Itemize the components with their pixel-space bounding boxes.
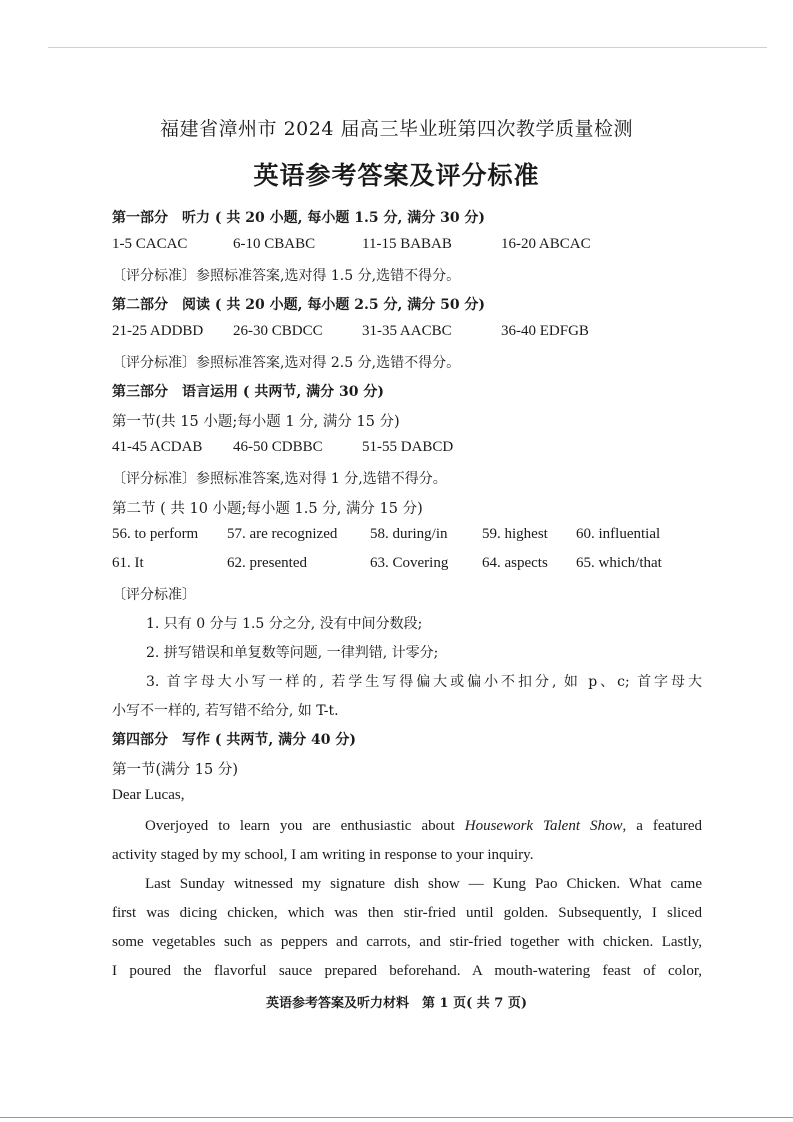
part3-section1-heading: 第一节(共 15 小题;每小题 1 分, 满分 15 分) (112, 414, 400, 430)
answer-item: 64. aspects (482, 555, 548, 571)
part3-section2-heading: 第二节 ( 共 10 小题;每小题 1.5 分, 满分 15 分) (112, 501, 423, 517)
part3-criteria-label: 〔评分标准〕 (112, 587, 196, 603)
part1-scoring-note: 〔评分标准〕参照标准答案,选对得 1.5 分,选错不得分。 (112, 268, 461, 284)
letter-paragraph-2-line1: Last Sunday witnessed my signature dish show — Kung Pao Chicken. What came (145, 876, 702, 892)
answer-item: 65. which/that (576, 555, 662, 571)
answer-group: 26-30 CBDCC (233, 323, 323, 339)
answer-group: 31-35 AACBC (362, 323, 452, 339)
letter-paragraph-2-line4: I poured the flavorful sauce prepared beforehand. A mouth-watering feast of color, (112, 963, 702, 979)
answer-item: 61. It (112, 555, 144, 571)
letter-text: , a featured (622, 818, 702, 834)
top-divider (48, 47, 767, 48)
criteria-rule-2: 2. 拼写错误和单复数等问题, 一律判错, 计零分; (146, 645, 439, 661)
criteria-rule-1: 1. 只有 0 分与 1.5 分之分, 没有中间分数段; (146, 616, 423, 632)
page-footer: 英语参考答案及听力材料 第 1 页( 共 7 页) (265, 996, 528, 1011)
part3-heading: 第三部分 语言运用 ( 共两节, 满分 30 分) (112, 384, 384, 400)
page-title: 英语参考答案及评分标准 (253, 161, 540, 190)
part2-heading: 第二部分 阅读 ( 共 20 小题, 每小题 2.5 分, 满分 50 分) (112, 297, 486, 313)
letter-paragraph-2-line3: some vegetables such as peppers and carrots, and stir-fried together with chicken. Lastly, (112, 934, 702, 950)
letter-text: Overjoyed to learn you are enthusiastic about (145, 818, 465, 834)
letter-paragraph-2-line2: first was dicing chicken, which was then stir-fried until golden. Subsequently, I sliced (112, 905, 702, 921)
letter-italic-title: Housework Talent Show (464, 818, 623, 834)
letter-paragraph-1-line2: activity staged by my school, I am writing in response to your inquiry. (112, 847, 534, 863)
answer-item: 59. highest (482, 526, 548, 542)
answer-item: 56. to perform (112, 526, 199, 542)
letter-greeting: Dear Lucas, (112, 787, 185, 803)
bottom-divider (0, 1117, 793, 1118)
answer-item: 60. influential (576, 526, 661, 542)
answer-group: 11-15 BABAB (362, 236, 452, 252)
part4-heading: 第四部分 写作 ( 共两节, 满分 40 分) (112, 732, 356, 748)
part2-scoring-note: 〔评分标准〕参照标准答案,选对得 2.5 分,选错不得分。 (112, 355, 461, 371)
answer-group: 36-40 EDFGB (501, 323, 589, 339)
answer-group: 46-50 CDBBC (233, 439, 323, 455)
letter-paragraph-1-line1 (112, 812, 702, 841)
part3-section1-scoring-note: 〔评分标准〕参照标准答案,选对得 1 分,选错不得分。 (112, 471, 447, 487)
answer-group: 51-55 DABCD (362, 439, 454, 455)
answer-group: 21-25 ADDBD (112, 323, 204, 339)
answer-item: 62. presented (227, 555, 307, 571)
answer-group: 1-5 CACAC (112, 236, 188, 252)
answer-item: 57. are recognized (227, 526, 338, 542)
criteria-rule-3-line1: 3. 首字母大小写一样的, 若学生写得偏大或偏小不扣分, 如 p、c; 首字母大 (146, 674, 702, 690)
answer-group: 6-10 CBABC (233, 236, 316, 252)
answer-group: 16-20 ABCAC (501, 236, 591, 252)
exam-subtitle: 福建省漳州市 2024 届高三毕业班第四次教学质量检测 (160, 118, 633, 140)
criteria-rule-3-line2: 小写不一样的, 若写错不给分, 如 T-t. (112, 703, 339, 719)
part4-section1-heading: 第一节(满分 15 分) (112, 762, 238, 778)
answer-item: 63. Covering (370, 555, 449, 571)
part1-heading: 第一部分 听力 ( 共 20 小题, 每小题 1.5 分, 满分 30 分) (112, 210, 486, 226)
answer-item: 58. during/in (370, 526, 448, 542)
answer-group: 41-45 ACDAB (112, 439, 203, 455)
